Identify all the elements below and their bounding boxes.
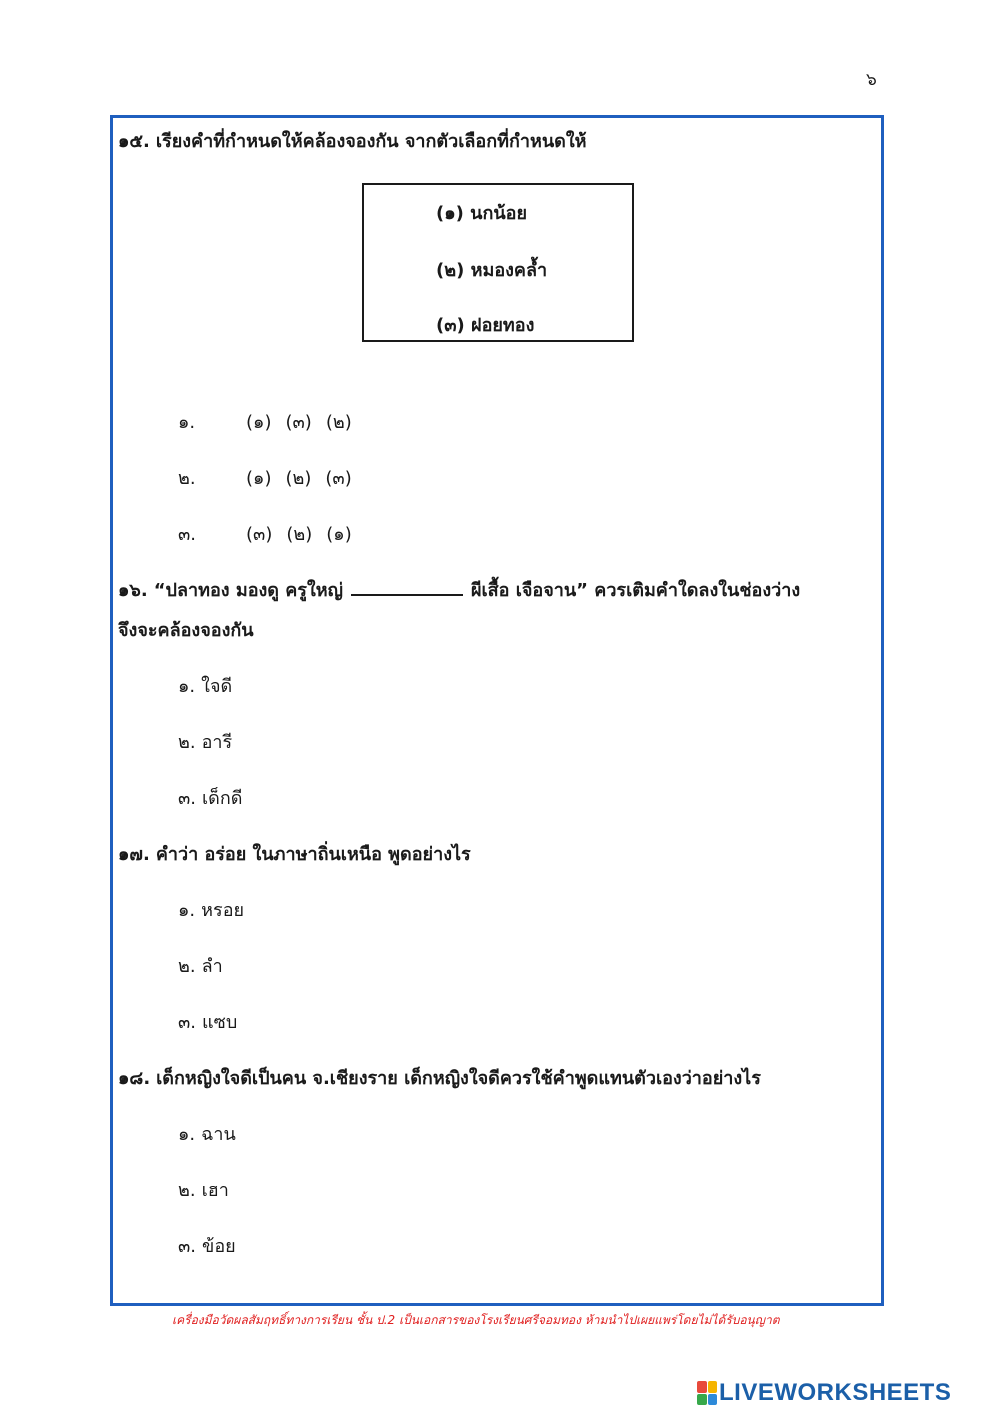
q15-option-2[interactable]: ๒. (๑) (๒) (๓)	[178, 468, 352, 489]
question-17-text: คำว่า อร่อย ในภาษาถิ่นเหนือ พูดอย่างไร	[155, 844, 471, 865]
q16-option-3[interactable]: ๓. เด็กดี	[178, 788, 243, 809]
q18-option-1[interactable]: ๑. ฉาน	[178, 1124, 236, 1145]
q16-option-2[interactable]: ๒. อารี	[178, 732, 233, 753]
q17-option-2[interactable]: ๒. ลำ	[178, 956, 223, 977]
question-15-number: ๑๕.	[118, 131, 150, 152]
choice-box-item-3: (๓) ฝอยทอง	[436, 315, 535, 336]
liveworksheets-logo-icon	[697, 1381, 717, 1405]
question-15	[118, 126, 587, 155]
q15-option-3[interactable]: ๓. (๓) (๒) (๑)	[178, 524, 352, 545]
liveworksheets-brand[interactable]	[697, 1379, 951, 1407]
question-18-number: ๑๘.	[118, 1068, 151, 1089]
question-17-number: ๑๗.	[118, 844, 150, 865]
question-16	[118, 575, 800, 604]
question-18	[118, 1063, 761, 1092]
q18-option-2[interactable]: ๒. เฮา	[178, 1180, 229, 1201]
choice-box	[362, 183, 634, 342]
page-number: ๖	[866, 70, 877, 90]
question-17	[118, 839, 471, 868]
fill-in-blank[interactable]	[351, 578, 463, 596]
q16-option-1[interactable]: ๑. ใจดี	[178, 676, 233, 697]
q15-option-1[interactable]: ๑. (๑) (๓) (๒)	[178, 412, 352, 433]
footer-note: เครื่องมือวัดผลสัมฤทธิ์ทางการเรียน ชั้น ป.2 เป็นเอกสารของโรงเรียนศรีจอมทอง ห้ามนำไปเผยแพร่โดยไม่ได้รับอนุญาต	[172, 1313, 780, 1327]
q18-option-3[interactable]: ๓. ข้อย	[178, 1236, 236, 1257]
question-18-text: เด็กหญิงใจดีเป็นคน จ.เชียงราย เด็กหญิงใจดีควรใช้คำพูดแทนตัวเองว่าอย่างไร	[156, 1068, 761, 1089]
question-16-text-end: ผีเสื้อ เจือจาน” ควรเติมคำใดลงในช่องว่าง	[470, 580, 801, 601]
question-16-line2: จึงจะคล้องจองกัน	[118, 620, 254, 641]
choice-box-item-1: (๑) นกน้อย	[436, 203, 528, 224]
choice-box-item-2: (๒) หมองคล้ำ	[436, 260, 548, 281]
brand-name: LIVEWORKSHEETS	[719, 1379, 952, 1406]
q17-option-1[interactable]: ๑. หรอย	[178, 900, 245, 921]
q17-option-3[interactable]: ๓. แซบ	[178, 1012, 238, 1033]
question-16-text-start: “ปลาทอง มองดู ครูใหญ่	[153, 580, 343, 601]
question-16-number: ๑๖.	[118, 580, 148, 601]
question-15-text: เรียงคำที่กำหนดให้คล้องจองกัน จากตัวเลือกที่กำหนดให้	[155, 131, 587, 152]
